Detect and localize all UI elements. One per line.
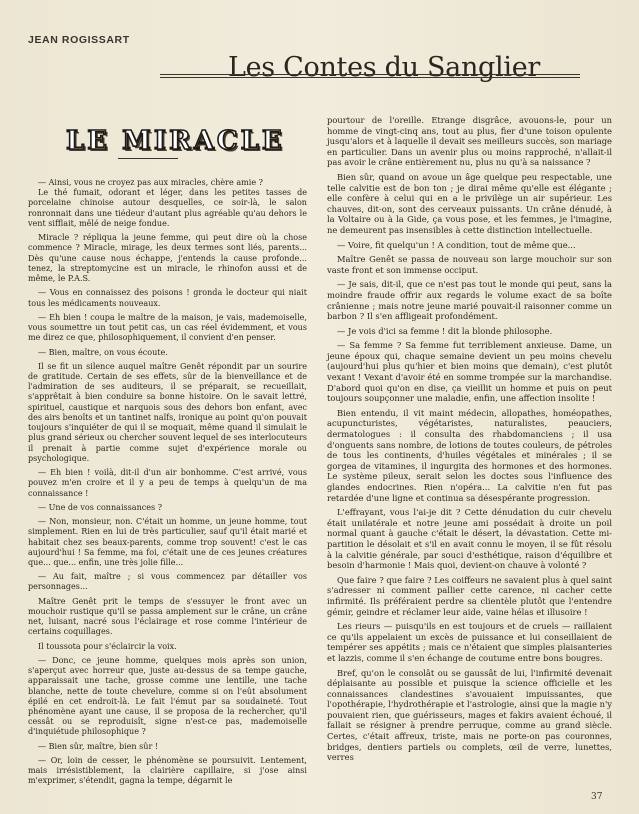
paragraph: — Voire, fit quelqu'un ! A condition, tout de même que... (337, 239, 576, 250)
paragraph: — Une de vos connaissances ? (38, 502, 163, 512)
author-name: JEAN ROGISSART (28, 34, 130, 46)
paragraph: pourtour de l'oreille. Etrange disgrâce, avouons-le, pour un homme de vingt-cinq ans, tout au plus, fier d'une toison opulente jusqu'alors et à laquelle il devait ses meilleurs succès, son mariage en particulier. Dans un avenir plus ou moins rapproché, n'allait-il pas avoir le crâne entièrement nu, plus nu qu'à sa naissance ? (327, 115, 612, 168)
paragraph: Le thé fumait, odorant et léger, dans les petites tasses de porcelaine chinoise autour desquelles, ce soir-là, le salon ronronnait dans une tiédeur d'autant plus agréable qu'au dehors le vent sifflait, mêlé de neige fondue. (28, 188, 307, 228)
paragraph: Que faire ? que faire ? Les coiffeurs ne savaient plus à quel saint s'adresser ni comment pallier cette carence, ni cacher cette infirmité. Ils préféraient perdre sa clientèle plutôt que l'entendre gémir, geindre et réclamer leur aide, vaine hélas et illusoire ! (327, 574, 612, 617)
paragraph: — Non, monsieur, non. C'était un homme, un jeune homme, tout simplement. Rien en lui de très particulier, sauf qu'il était marié et habitait chez ses beaux-parents, comme trop souvent! c'est le cas aujourd'hui ! Sa femme, ma foi, c'était une de ces jeunes créatures que... que... enfin, une très jolie fille... (28, 517, 307, 567)
title-ornament (118, 158, 178, 159)
page-number: 37 (591, 792, 603, 802)
paragraph: Les rieurs — puisqu'ils en est toujours et de cruels — raillaient ce qu'ils appelaient un excès de puissance et lui conseillaient de tempérer ses appétits ; mais ce n'étaient que simples plaisanteries et lazzis, comme il s'en échange de coutume entre bons bougres. (327, 621, 612, 663)
left-column (28, 178, 307, 787)
paragraph: Miracle ? répliqua la jeune femme, qui peut dire où la chose commence ? Miracle, mirage, les deux termes sont liés, parents... Dès qu'une cause nous échappe, j'entends la cause profonde... tenez, la streptomycine est un miracle, le rhinofon aussi et de même, le P.A.S. (28, 233, 307, 284)
series-title: Les Contes du Sanglier (228, 52, 540, 83)
paragraph: Il toussota pour s'éclaircir la voix. (38, 641, 177, 651)
paragraph: — Je sais, dit-il, que ce n'est pas tout le monde qui peut, sans la moindre fraude offrir aux regards le volume exact de sa boîte crânienne ; mais notre jeune marié pouvait-il raisonner comme un barbon ? Il s'en affligeait profondément. (327, 279, 612, 322)
paragraph: — Vous en connaissez des poisons ! gronda le docteur qui niait tous les médicaments nouveaux. (28, 288, 307, 308)
paragraph: — Or, loin de cesser, le phénomène se poursuivit. Lentement, mais irrésistiblement, la clairière capillaire, si j'ose ainsi m'exprimer, s'étendit, gagna la tempe, dégarnit le (28, 755, 307, 786)
paragraph: Maître Genêt prit le temps de s'essuyer le front avec un mouchoir rustique qu'il se passa amplement sur le crâne, un crâne net, luisant, nacré sous l'éclairage et rose comme l'intérieur de certains coquillages. (28, 596, 307, 637)
paragraph: — Au fait, maître ; si vous commencez par détailler vos personnages... (28, 572, 307, 592)
paragraph: Il se fit un silence auquel maître Genêt répondit par un sourire de gratitude. Certain de ses effets, sûr de la bienveillance et de l'admiration de ses auditeurs, il se préparait, se recueillait, s'apprêtait à bien conduire sa bonne histoire. On le savait lettré, spirituel, caustique et narquois sous des dehors bon enfant, avec des airs benoîts et un tantinet naïfs, ironique au point qu'on pouvait toujours s'inquiéter de qui il se moquait, même quand il simulait le plus grand sérieux ou chercher souvent lequel de ses interlocuteurs il prenait à partie comme sujet d'expérience morale ou psychologique. (28, 361, 307, 463)
paragraph: Maître Genêt se passa de nouveau son large mouchoir sur son vaste front et son immense occiput. (327, 254, 612, 275)
paragraph: — Eh bien ! voilà, dit-il d'un air bonhomme. C'est arrivé, vous pouvez m'en croire et il y a peu de temps à quelqu'un de ma connaissance ! (28, 468, 307, 498)
paragraph: — Eh bien ! coupa le maître de la maison, je vais, mademoiselle, vous soumettre un tout petit cas, un cas réel évidemment, et vous me direz ce que, philosophiquement, il convient d'en penser. (28, 312, 307, 343)
paragraph: — Bien, maître, on vous écoute. (38, 347, 168, 357)
story-title: LE MIRACLE (66, 126, 285, 156)
paragraph: — Ainsi, vous ne croyez pas aux miracles, chère amie ? (38, 178, 263, 187)
header-rule (160, 74, 580, 75)
header-rule-thin (160, 77, 580, 78)
paragraph: — Sa femme ? Sa femme fut terriblement anxieuse. Dame, un jeune époux qui, chaque semaine devient un peu moins chevelu (aujourd'hui plus qu'hier et bien moins que demain), c'est plutôt vexant ! Vexant d'avoir été en somme trompée sur la marchandise. D'abord quoi qu'on en dise, ça vieillit un homme et puis on peut toujours soupçonner une maladie, enfin, une affection insolite ! (327, 340, 612, 404)
paragraph: — Bien sûr, maître, bien sûr ! (38, 741, 159, 751)
right-column (327, 115, 612, 763)
paragraph: Bien entendu, il vit maint médecin, allopathes, homéopathes, acupuncturistes, végétaristes, naturalistes, peauciers, dermatologues : il consulta des rhabdomanciens ; il usa d'onguents sans nombre, de lotions de toutes couleurs, de pétroles de tous les continents, d'huiles végétales et minérales ; il se gorgea de vitamines, il ingurgita des hormones et des hormones. Le système pileux, serait selon les doctes sous l'influence des glandes endocrines. Rien n'opéra... La calvitie n'en fut pas retardée d'une ligne et continua sa désespérante progression. (327, 407, 612, 503)
paragraph: Bref, qu'on le consolât ou se gaussât de lui, l'infirmité devenait déplaisante au possible et puisque la science officielle et les connaissances clandestines s'avouaient impuissantes, que l'opothérapie, l'hydrothérapie et l'astrologie, ainsi que la magie n'y pouvaient rien, que guérisseurs, mages et fakirs avaient échoué, il fallait se résigner à prendre perruque, comme au grand siècle. Certes, c'était affreux, triste, mais ne porte-on pas couronnes, bridges, dentiers partiels ou complets, œil de verre, lunettes, verres (327, 667, 612, 763)
paragraph: L'effrayant, vous l'ai-je dit ? Cette dénudation du cuir chevelu était unilatérale et notre jeune ami possédait à droite un poil normal quant à gauche c'était le désert, la dévastation. Cette mi-partition le désolait et s'il en avait connu le moyen, il se fût résolu à la calvitie générale, par souci d'esthétique, raison d'équilibre et besoin d'harmonie ! Mais quoi, devient-on chauve à volonté ? (327, 507, 612, 571)
paragraph: — Je vois d'ici sa femme ! dit la blonde philosophe. (337, 325, 553, 336)
paragraph: Bien sûr, quand on avoue un âge quelque peu respectable, une telle calvitie est de bon ton ; je dirai même qu'elle est élégante ; elle confère à celui qui en a le privilège un air supérieur. Les chauves, dit-on, sont des cerveaux puissants. Un crâne dénudé, à la Voltaire ou à la Gide, ça vous pose, et les femmes, je l'imagine, ne demeurent pas insensibles à cette distinction intellectuelle. (327, 171, 612, 235)
paragraph: — Donc, ce jeune homme, quelques mois après son union, s'aperçut avec horreur que, juste au-dessus de sa tempe gauche, apparaissait une tache, grosse comme une lentille, une tache blanche, nette de toute chevelure, comme si on l'eût absolument épilé en cet endroit-là. Le fait l'émut par sa soudaineté. Tout phénomène ayant une cause, il se proposa de la rechercher, qu'il cessât ou se reproduisît, signe n'est-ce pas, mademoiselle d'inquiétude philosophique ? (28, 655, 307, 737)
